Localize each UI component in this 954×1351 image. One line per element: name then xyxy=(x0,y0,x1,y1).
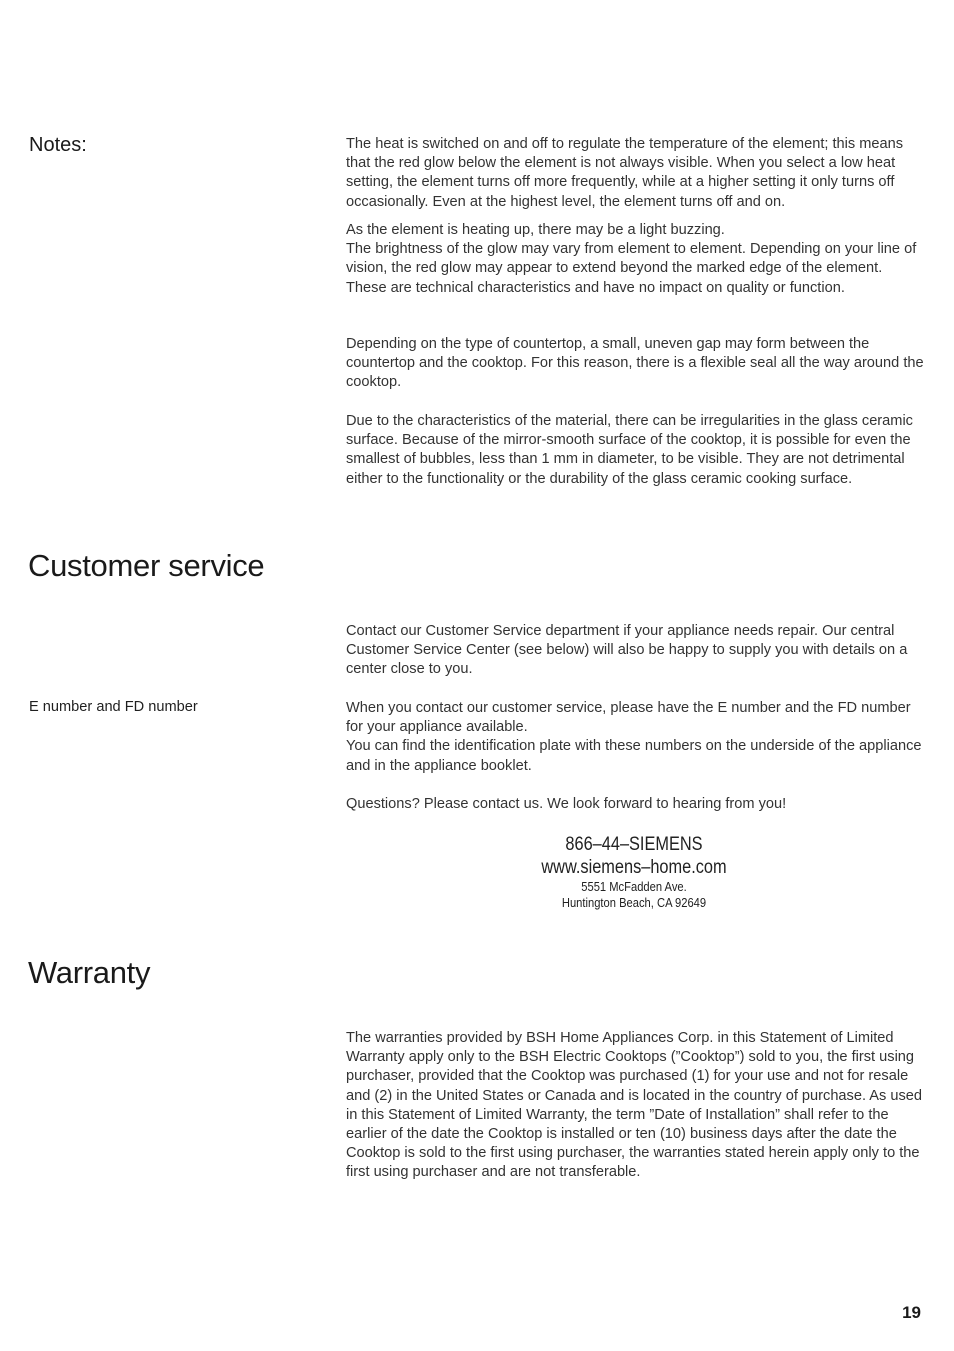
website-link[interactable]: www.siemens–home.com xyxy=(541,857,727,878)
notes-heading: Notes: xyxy=(29,134,87,156)
e-number-fd-number-label: E number and FD number xyxy=(29,699,198,715)
customer-service-heading: Customer service xyxy=(28,548,265,583)
address-street: 5551 McFadden Ave. xyxy=(581,879,687,894)
phone-number: 866–44–SIEMENS xyxy=(565,834,703,855)
address-city: Huntington Beach, CA 92649 xyxy=(561,895,707,910)
notes-buzzing-line: As the element is heating up, there may be a light buzzing. xyxy=(346,222,725,238)
warranty-heading: Warranty xyxy=(28,955,151,990)
notes-characteristics-line: These are technical characteristics and have no impact on quality or function. xyxy=(346,279,845,296)
page-number: 19 xyxy=(902,1303,921,1322)
identification-plate-line: You can find the identification plate with these numbers on the underside of the appliance and in the appliance booklet. xyxy=(346,738,922,774)
questions-line: Questions? Please contact us. We look forward to hearing from you! xyxy=(346,796,787,812)
e-number-paragraph xyxy=(346,699,928,776)
contact-block xyxy=(500,833,768,911)
notes-paragraph-heat-cycling: The heat is switched on and off to regulate the temperature of the element; this means that the red glow below the element is not always visible. When you select a low heat setting, the element turns off more frequently, while at a higher setting it only turns off occasionally. Even at the highest level, the element turns off and on. xyxy=(346,136,904,210)
notes-paragraph-glass-ceramic: Due to the characteristics of the material, there can be irregularities in the glass ceramic surface. Because of the mirror-smooth surface of the cooktop, it is possible for even the smallest of bubbles, less than 1 mm in diameter, to be visible. They are not detrimental either to the functionality or the durability of the glass ceramic cooking surface. xyxy=(346,413,913,487)
notes-paragraph-countertop-gap: Depending on the type of countertop, a small, uneven gap may form between the countertop and the cooktop. For this reason, there is a flexible seal all the way around the cooktop. xyxy=(346,336,924,391)
warranty-paragraph: The warranties provided by BSH Home Appliances Corp. in this Statement of Limited Warranty apply only to the BSH Electric Cooktops (”Cooktop”) sold to you, the first using purchaser, provided that the Cooktop was purchased (1) for your use and not for resale and (2) in the United States or Canada and is located in the country of purchase. As used in this Statement of Limited Warranty, the term ”Date of Installation” shall refer to the earlier of the date the Cooktop is installed or ten (10) business days after the date the Cooktop is sold to the first using purchaser, the warranties stated herein apply only to the first using purchaser and are not transferable. xyxy=(346,1030,922,1181)
customer-service-intro: Contact our Customer Service department if your appliance needs repair. Our central Customer Service Center (see below) will also be happy to supply you with details on a center close to you. xyxy=(346,623,908,678)
notes-paragraph-buzzing-glow xyxy=(346,221,928,298)
notes-glow-line: The brightness of the glow may vary from element to element. Depending on your line of vision, the red glow may appear to extend beyond the marked edge of the element. xyxy=(346,241,917,277)
e-number-instruction-line: When you contact our customer service, please have the E number and the FD number for your appliance available. xyxy=(346,700,911,736)
